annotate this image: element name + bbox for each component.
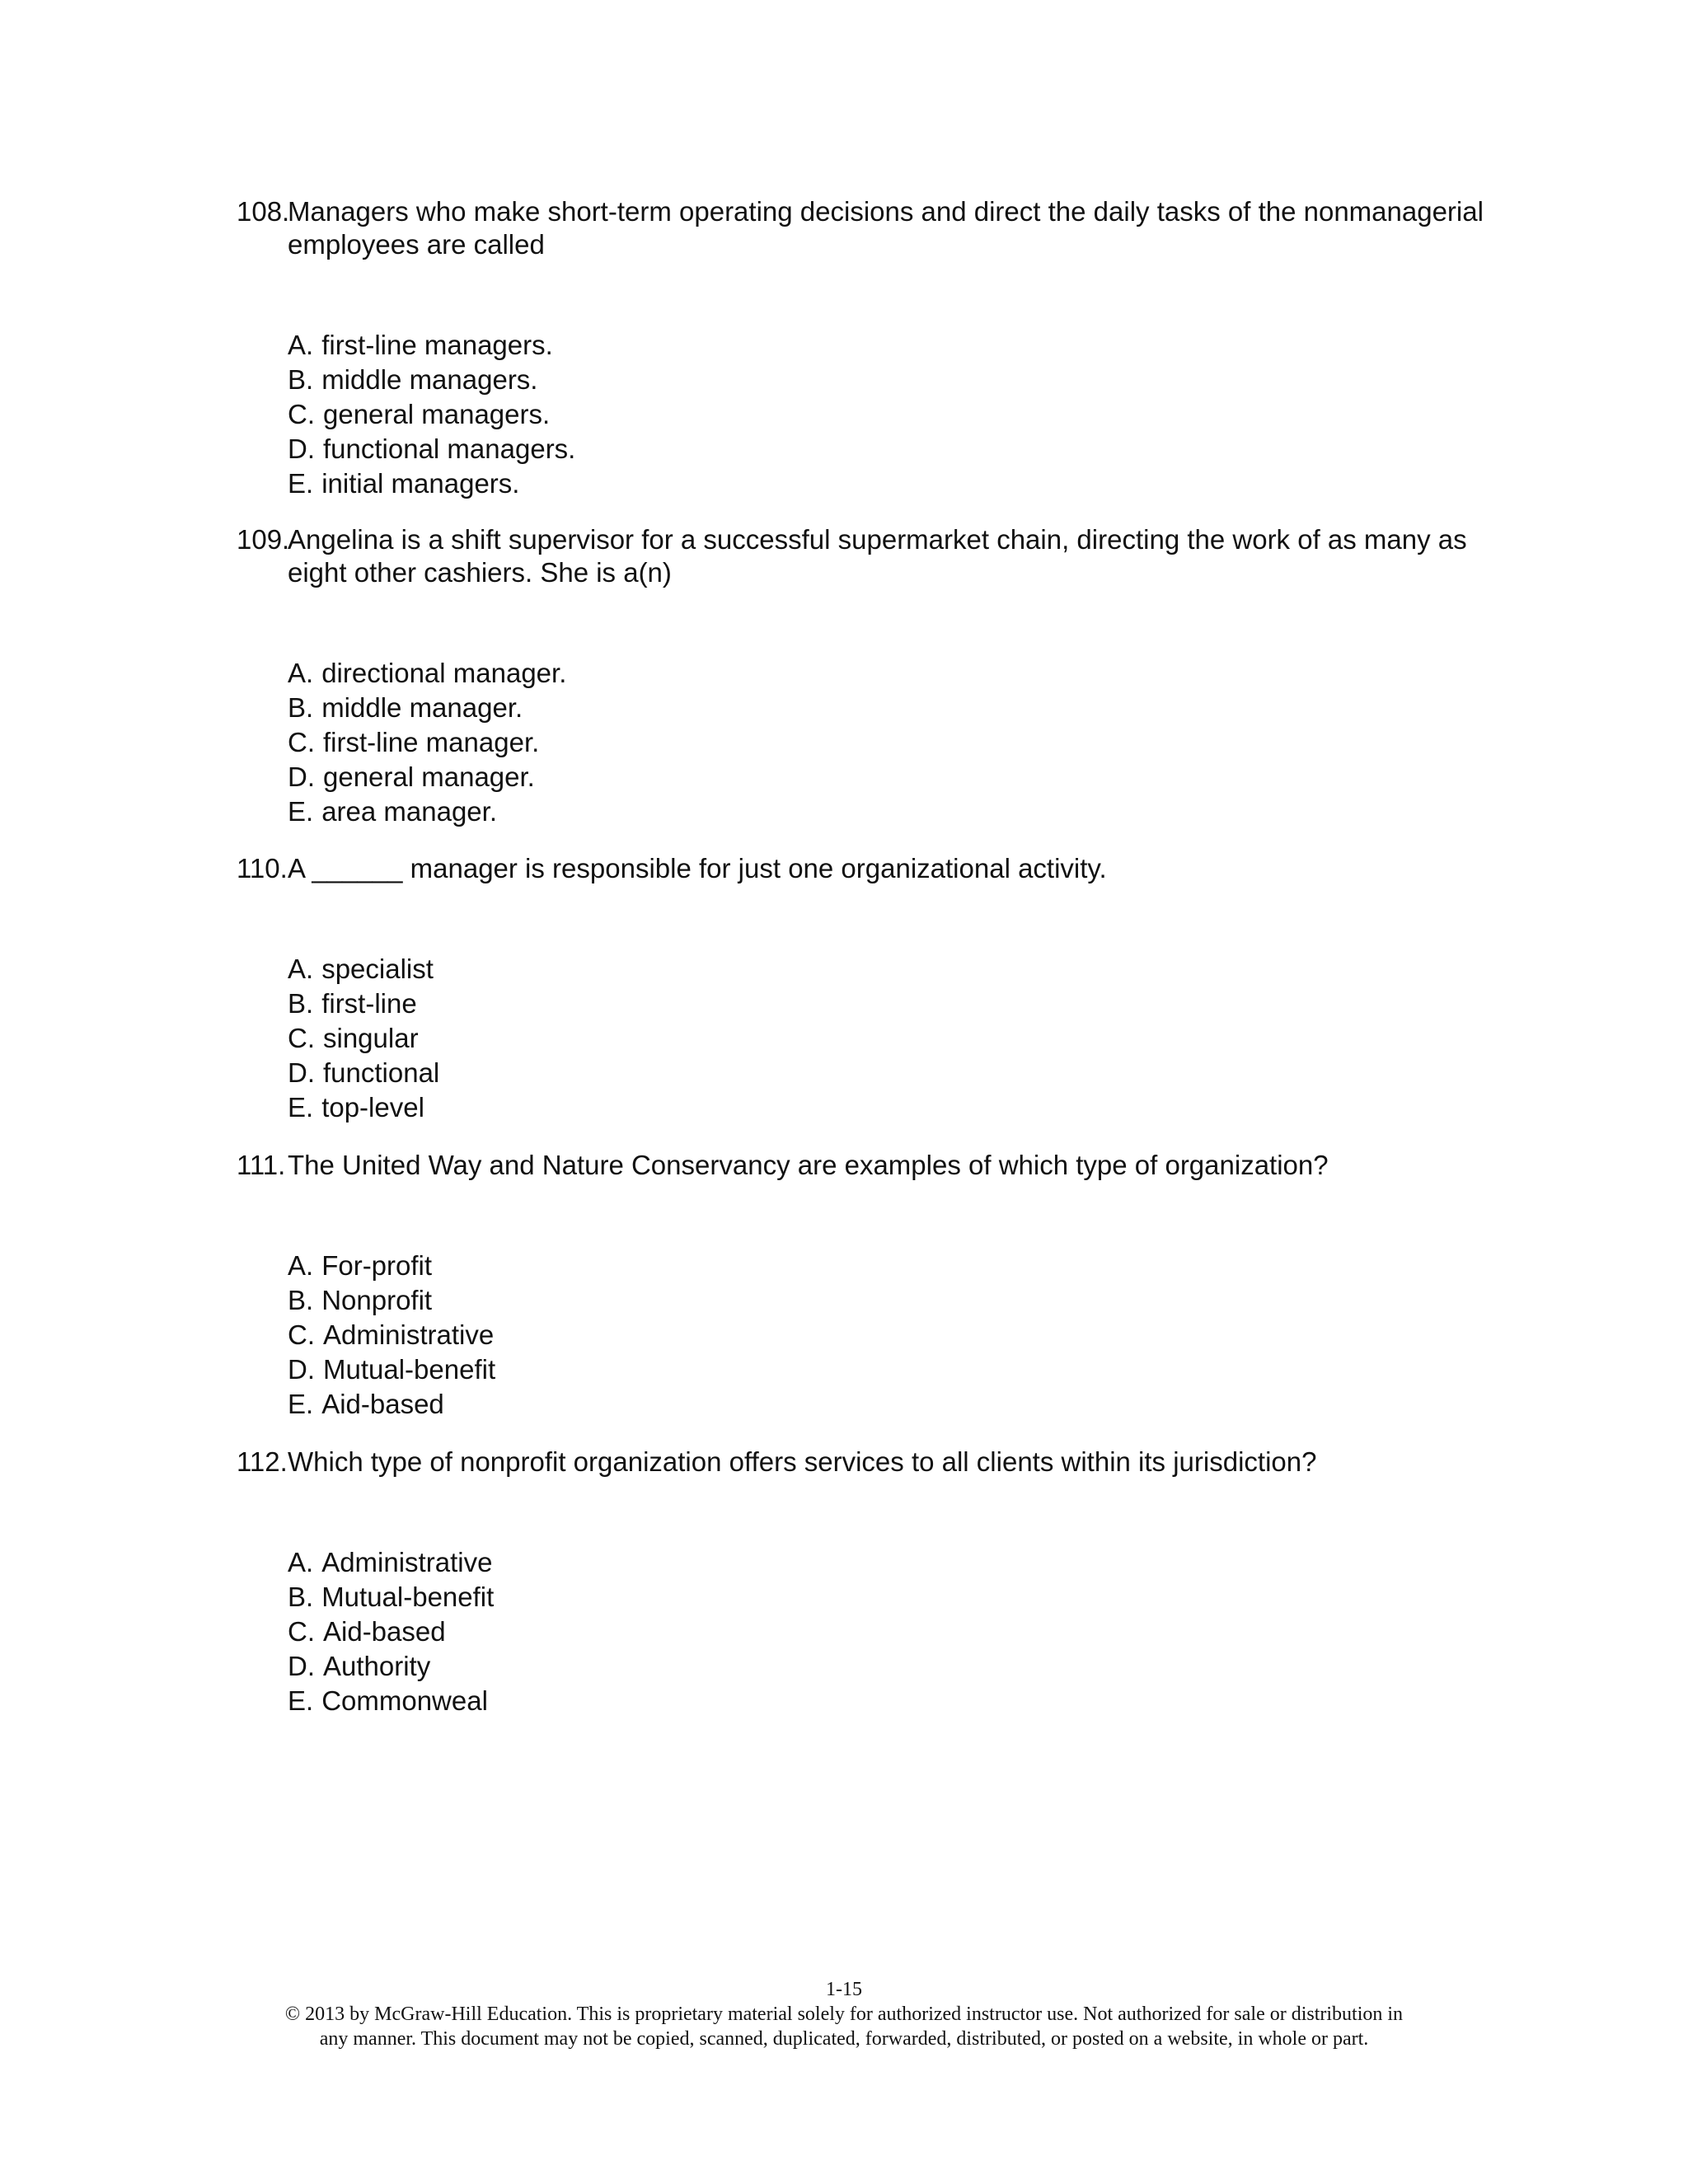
option-text: top-level — [321, 1092, 424, 1122]
question-stem — [237, 852, 1498, 885]
option-text: middle managers. — [321, 364, 538, 395]
option-text: directional manager. — [321, 658, 567, 688]
option-letter: E. — [288, 796, 314, 827]
option-d — [288, 1649, 1498, 1684]
option-letter: C. — [288, 1023, 315, 1053]
option-letter: E. — [288, 468, 314, 499]
option-letter: D. — [288, 1354, 315, 1385]
question-110 — [237, 852, 1498, 1125]
question-number: 112. — [237, 1446, 288, 1477]
question-112 — [237, 1446, 1498, 1718]
option-c — [288, 1615, 1498, 1649]
option-text: Commonweal — [321, 1685, 488, 1716]
answer-options — [288, 952, 1498, 1125]
option-a — [288, 1249, 1498, 1283]
option-b — [288, 363, 1498, 397]
question-text: Which type of nonprofit organization offers services to all clients within its jurisdiction? — [288, 1446, 1317, 1477]
option-text: functional — [323, 1057, 440, 1088]
option-letter: B. — [288, 364, 314, 395]
option-letter: D. — [288, 1057, 315, 1088]
option-e — [288, 466, 1498, 501]
option-text: Aid-based — [321, 1389, 444, 1419]
option-letter: D. — [288, 434, 315, 464]
page-footer — [0, 1977, 1688, 2051]
option-d — [288, 760, 1498, 794]
question-stem — [237, 1149, 1498, 1182]
option-text: general managers. — [323, 399, 551, 429]
option-text: middle manager. — [321, 692, 523, 723]
option-text: For-profit — [321, 1250, 433, 1281]
option-text: Mutual-benefit — [321, 1582, 495, 1612]
option-b — [288, 1283, 1498, 1318]
option-b — [288, 1580, 1498, 1615]
option-letter: C. — [288, 727, 315, 757]
option-c — [288, 1021, 1498, 1056]
question-number: 109. — [237, 524, 290, 555]
option-letter: D. — [288, 762, 315, 792]
question-number: 110. — [237, 853, 288, 883]
option-letter: A. — [288, 954, 314, 984]
question-text: A ______ manager is responsible for just one organizational activity. — [288, 853, 1107, 883]
option-text: singular — [323, 1023, 419, 1053]
option-text: Administrative — [321, 1547, 493, 1577]
option-text: area manager. — [321, 796, 497, 827]
question-text: Managers who make short-term operating decisions and direct the daily tasks of the nonmanagerial employees are called — [288, 196, 1484, 260]
option-c — [288, 397, 1498, 432]
option-a — [288, 656, 1498, 691]
answer-options — [288, 328, 1498, 501]
option-a — [288, 1545, 1498, 1580]
question-stem — [237, 195, 1498, 261]
option-text: first-line manager. — [323, 727, 540, 757]
question-109 — [237, 523, 1498, 829]
option-e — [288, 1684, 1498, 1718]
option-letter: B. — [288, 1582, 314, 1612]
copyright-line-2: any manner. This document may not be copied, scanned, duplicated, forwarded, distributed, or posted on a website, in whole or part. — [319, 2028, 1369, 2050]
option-a — [288, 328, 1498, 363]
question-text: Angelina is a shift supervisor for a successful supermarket chain, directing the work of as many as eight other cashiers. She is a(n) — [288, 524, 1467, 588]
answer-options — [288, 1249, 1498, 1422]
option-text: first-line — [321, 988, 417, 1019]
option-d — [288, 432, 1498, 466]
question-text: The United Way and Nature Conservancy are examples of which type of organization? — [288, 1150, 1329, 1180]
option-letter: C. — [288, 399, 315, 429]
option-text: first-line managers. — [321, 330, 553, 360]
page-number: 1-15 — [826, 1979, 862, 2000]
option-letter: E. — [288, 1092, 314, 1122]
option-letter: A. — [288, 658, 314, 688]
option-text: Authority — [323, 1651, 431, 1681]
answer-options — [288, 656, 1498, 829]
question-stem — [237, 523, 1498, 589]
option-text: specialist — [321, 954, 434, 984]
question-111 — [237, 1149, 1498, 1422]
question-108 — [237, 195, 1498, 501]
option-text: Administrative — [323, 1319, 495, 1350]
question-number: 108. — [237, 196, 290, 227]
option-letter: A. — [288, 1250, 314, 1281]
option-text: general manager. — [323, 762, 535, 792]
question-number: 111. — [237, 1150, 286, 1180]
option-c — [288, 1318, 1498, 1352]
option-text: initial managers. — [321, 468, 520, 499]
option-d — [288, 1352, 1498, 1387]
option-letter: E. — [288, 1685, 314, 1716]
option-e — [288, 1090, 1498, 1125]
option-a — [288, 952, 1498, 987]
option-text: functional managers. — [323, 434, 576, 464]
option-letter: D. — [288, 1651, 315, 1681]
option-letter: C. — [288, 1319, 315, 1350]
option-letter: A. — [288, 330, 314, 360]
option-letter: E. — [288, 1389, 314, 1419]
option-text: Aid-based — [323, 1616, 446, 1647]
copyright-line-1: © 2013 by McGraw-Hill Education. This is proprietary material solely for authorized instructor use. Not authorized for sale or distribution in — [284, 2004, 1404, 2025]
option-letter: B. — [288, 988, 314, 1019]
option-c — [288, 725, 1498, 760]
option-letter: A. — [288, 1547, 314, 1577]
option-letter: B. — [288, 1285, 314, 1315]
option-b — [288, 987, 1498, 1021]
option-text: Mutual-benefit — [323, 1354, 496, 1385]
option-text: Nonprofit — [321, 1285, 433, 1315]
option-letter: B. — [288, 692, 314, 723]
option-letter: C. — [288, 1616, 315, 1647]
answer-options — [288, 1545, 1498, 1718]
question-stem — [237, 1446, 1498, 1479]
option-d — [288, 1056, 1498, 1090]
option-b — [288, 691, 1498, 725]
option-e — [288, 794, 1498, 829]
option-e — [288, 1387, 1498, 1422]
